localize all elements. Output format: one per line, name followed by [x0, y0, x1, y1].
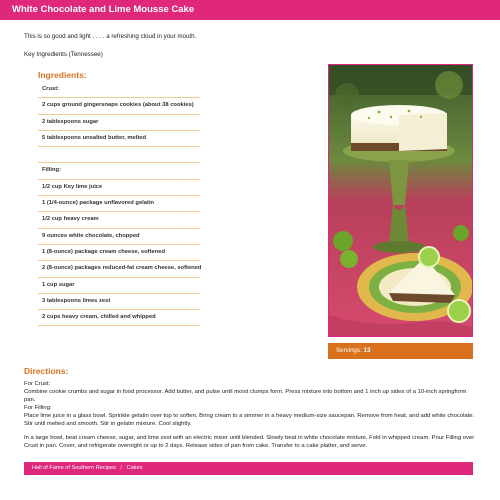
crust-text: Combine cookie crumbs and sugar in food processor. Add butter, and pulse until moist clumps form. Press mixture into bottom and 1 inch up sides of a 10-inch springform pan. — [24, 389, 467, 403]
filling-label: For Filling: — [24, 405, 52, 411]
servings-bar — [328, 343, 473, 359]
breadcrumb-link-cakes[interactable]: Cakes — [126, 465, 143, 471]
ingredient-item: 5 tablespoons unsalted butter, melted — [38, 131, 200, 147]
directions-heading: Directions: — [24, 366, 69, 376]
ingredient-item: Crust: — [38, 82, 200, 98]
ingredient-item: 1 cup sugar — [38, 278, 200, 294]
ingredient-item: Filling: — [38, 163, 200, 179]
ingredients-list — [38, 82, 200, 326]
ingredient-item: 1/2 cup Key lime juice — [38, 180, 200, 196]
crust-directions — [24, 380, 479, 404]
ingredients-heading: Ingredients: — [38, 70, 87, 80]
crust-label: For Crust: — [24, 381, 51, 387]
ingredient-item: 2 cups ground gingersnaps cookies (about 38 cookies) — [38, 98, 200, 114]
final-directions: In a large bowl, beat cream cheese, sugar, and lime zest with an electric mixer until blended. Slowly beat in white chocolate mixture. Fold in whipped cream. Pour Filling over Crust in pan. Cover, and refrigerate overnight or up to 2 days. Release sides of pan from cake. Transfer to a cake platter, and serve. — [24, 435, 475, 449]
ingredient-item — [38, 147, 200, 163]
ingredient-item: 2 tablespoons sugar — [38, 115, 200, 131]
servings-label: Servings: — [336, 347, 362, 354]
cake-photo-illustration — [329, 65, 472, 336]
ingredient-item: 1/2 cup heavy cream — [38, 212, 200, 228]
breadcrumb — [24, 462, 473, 475]
ingredient-item: 3 tablespoons limes zest — [38, 294, 200, 310]
ingredient-item: 1 (8-ounce) package cream cheese, softened — [38, 245, 200, 261]
filling-text: Place lime juice in a glass bowl. Sprinkle gelatin over top to soften. Bring cream to a simmer in a heavy medium-size saucepan. Remove from heat, and add white chocolate. Stir until melted and smooth. Stir in gelatin mixture. Cool slightly. — [24, 413, 475, 427]
servings-value: 13 — [363, 347, 371, 354]
intro-text: This is so good and light . . . . a refreshing cloud in your mouth. — [24, 33, 197, 40]
ingredient-item: 2 (8-ounce) packages reduced-fat cream cheese, softened — [38, 261, 200, 277]
ingredient-item: 9 ounces white chocolate, chopped — [38, 229, 200, 245]
breadcrumb-separator: / — [120, 465, 123, 471]
ingredient-item: 1 (1/4-ounce) package unflavored gelatin — [38, 196, 200, 212]
filling-directions — [24, 404, 479, 428]
ingredient-item: 2 cups heavy cream, chilled and whipped — [38, 310, 200, 326]
key-ingredients-text: Key Ingredients (Tennessee) — [24, 51, 103, 58]
cake-photo — [328, 64, 473, 337]
page-title: White Chocolate and Lime Mousse Cake — [0, 0, 500, 20]
breadcrumb-link-hall-of-fame[interactable]: Hall of Fame of Southern Recipes — [32, 465, 116, 471]
